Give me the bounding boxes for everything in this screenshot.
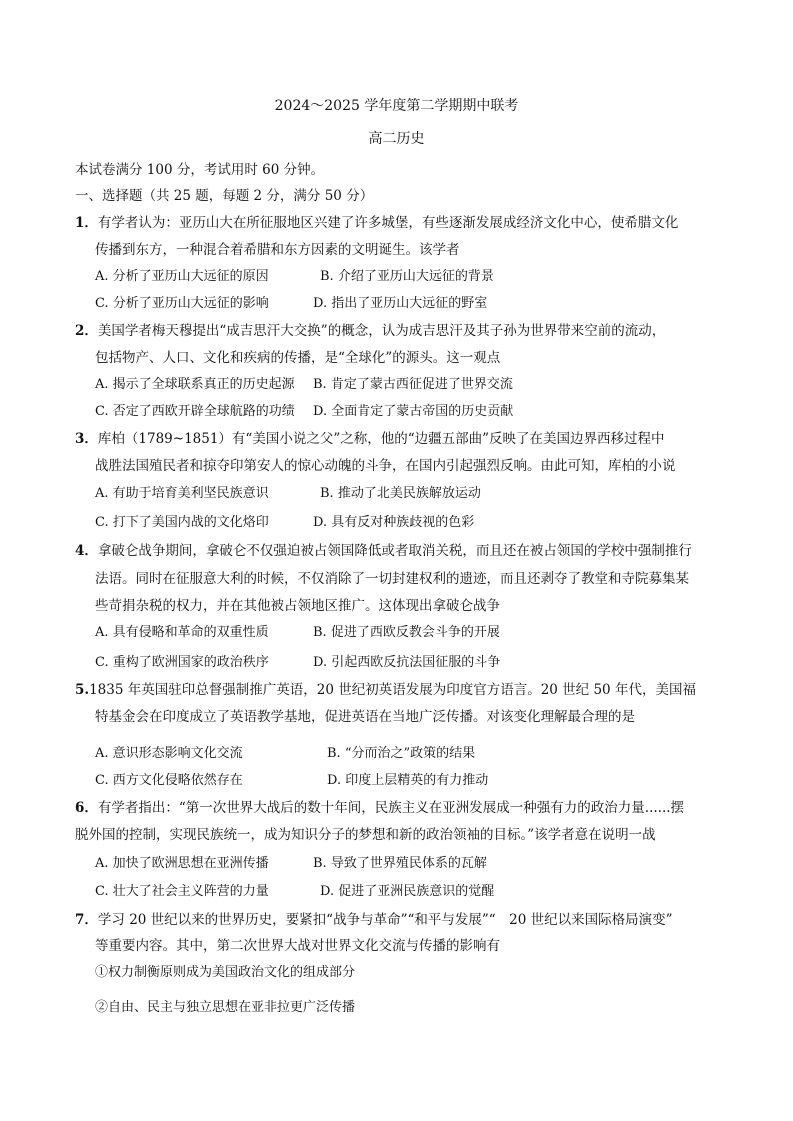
option-c: C. 分析了亚历山大远征的影响 (95, 296, 269, 311)
option-a: A. 有助于培育美利坚民族意识 (95, 486, 269, 501)
question-text: 传播到东方，一种混合着希腊和东方因素的文明诞生。该学者 (95, 242, 460, 258)
statement-item: ①权力制衡原则成为美国政治文化的组成部分 (95, 965, 356, 980)
question-text: 1835 年英国驻印总督强制推广英语，20 世纪初英语发展为印度官方语言。20 世纪 50 年代，美国福 (89, 682, 696, 698)
question-text: 有学者指出：“第一次世界大战后的数十年间，民族主义在亚洲发展成一种强有力的政治力量......摆 (97, 800, 685, 816)
question-text: 些苛捐杂税的权力，并在其他被占领地区推广。这体现出拿破仑战争 (95, 598, 500, 614)
option-b: B. 推动了北美民族解放运动 (320, 486, 481, 501)
option-b: B. 促进了西欧反教会斗争的开展 (313, 625, 500, 640)
question-text: 学习 20 世纪以来的世界历史，要紧扣“战争与革命”“和平与发展”“ 20 世纪以来国际格局演变” (97, 912, 673, 928)
option-c: C. 壮大了社会主义阵营的力量 (95, 884, 269, 899)
option-b: B. 肯定了蒙古西征促进了世界交流 (313, 377, 513, 392)
question-text: 库柏（1789~1851）有“美国小说之父”之称，他的“边疆五部曲”反映了在美国边界西移过程中 (97, 431, 665, 447)
option-a: A. 具有侵略和革命的双重性质 (95, 625, 269, 640)
section-title: 一、选择题（共 25 题，每题 2 分，满分 50 分） (75, 188, 374, 204)
option-b: B. 介绍了亚历山大远征的背景 (320, 269, 494, 284)
statement-item: ②自由、民主与独立思想在亚非拉更广泛传播 (95, 1000, 356, 1015)
option-d: D. 印度上层精英的有力推动 (327, 773, 489, 788)
option-b: B. 导致了世界殖民体系的瓦解 (313, 856, 487, 871)
option-c: C. 重构了欧洲国家的政治秩序 (95, 655, 269, 670)
option-b: B. “分而治之”政策的结果 (327, 746, 476, 761)
question-number: 4． (75, 543, 98, 559)
option-d: D. 指出了亚历山大远征的野室 (313, 296, 488, 311)
option-d: D. 全面肯定了蒙古帝国的历史贡献 (313, 404, 514, 419)
question-number: 5. (75, 682, 90, 698)
option-c: C. 否定了西欧开辟全球航路的功绩 (95, 404, 295, 419)
question-number: 2． (75, 323, 98, 339)
option-c: C. 打下了美国内战的文化烙印 (95, 515, 269, 530)
question-text: 有学者认为：亚历山大在所征服地区兴建了许多城堡，有些逐渐发展成经济文化中心，使希腊文化 (97, 215, 679, 231)
question-text: 战胜法国殖民者和掠夺印第安人的惊心动魄的斗争，在国内引起强烈反响。由此可知，库柏的小说 (95, 458, 676, 474)
question-text: 等重要内容。其中，第二次世界大战对世界文化交流与传播的影响有 (95, 938, 500, 954)
question-text: 拿破仑战争期间，拿破仑不仅强迫被占领国降低或者取消关税，而且还在被占领国的学校中强制推行 (97, 543, 692, 559)
option-a: A. 意识形态影响文化交流 (95, 746, 243, 761)
option-d: D. 引起西欧反抗法国征服的斗争 (313, 655, 501, 670)
exam-subject: 高二历史 (368, 131, 425, 147)
exam-intro: 本试卷满分 100 分，考试用时 60 分钟。 (75, 162, 325, 178)
exam-title: 2024～2025 学年度第二学期期中联考 (274, 98, 519, 114)
question-text: 脱外国的控制，实现民族统一，成为知识分子的梦想和新的政治领袖的目标。”该学者意在说明一战 (75, 827, 656, 843)
question-number: 1． (75, 215, 98, 231)
question-number: 6． (75, 800, 98, 816)
option-a: A. 加快了欧洲思想在亚洲传播 (95, 856, 269, 871)
option-d: D. 促进了亚洲民族意识的觉醒 (320, 884, 495, 899)
option-c: C. 西方文化侵略依然存在 (95, 773, 243, 788)
option-a: A. 揭示了全球联系真正的历史起源 (95, 377, 295, 392)
option-d: D. 具有反对种族歧视的色彩 (313, 515, 475, 530)
option-a: A. 分析了亚历山大远征的原因 (95, 269, 269, 284)
question-text: 包括物产、人口、文化和疾病的传播，是“全球化”的源头。这一观点 (95, 350, 501, 366)
question-number: 3． (75, 431, 98, 447)
question-number: 7． (75, 912, 98, 928)
question-text: 美国学者梅天穆提出“成吉思汗大交换”的概念，认为成吉思汗及其子孙为世界带来空前的流动， (97, 323, 666, 339)
question-text: 特基金会在印度成立了英语教学基地，促进英语在当地广泛传播。对该变化理解最合理的是 (95, 709, 635, 725)
question-text: 法语。同时在征服意大利的时候，不仅消除了一切封建权利的遗迹，而且还剥夺了教堂和寺院募集某 (95, 571, 689, 587)
